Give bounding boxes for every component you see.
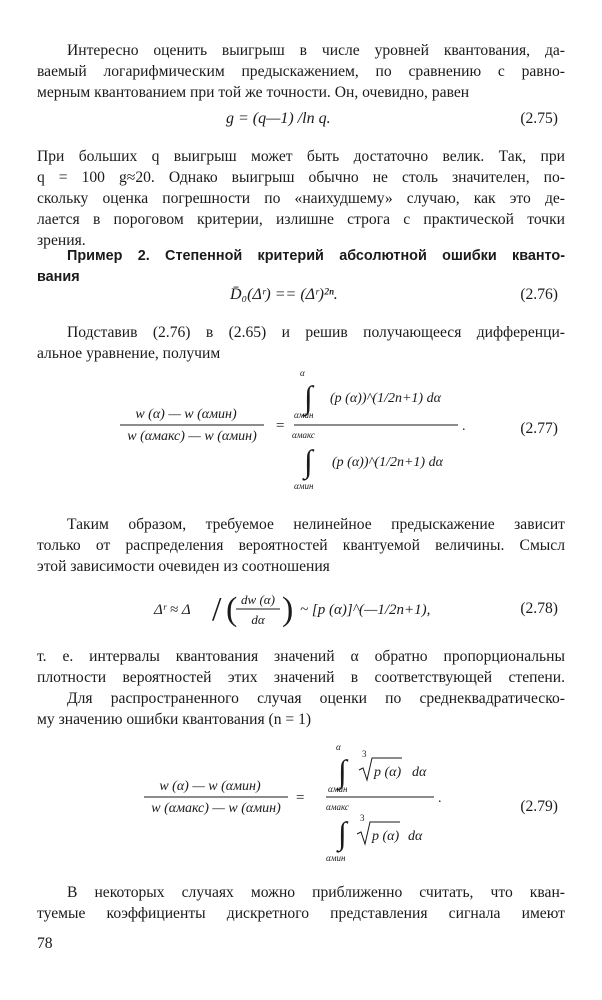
integral-sign-icon: ∫ — [338, 753, 347, 789]
text-line: Подставив (2.76) в (2.65) и решив получающееся дифференци- — [67, 324, 565, 341]
text-line: При больших q выигрыш может быть достаточно велик. Так, при — [37, 148, 565, 165]
upper-limit-numerator: α — [300, 368, 305, 378]
slash-icon: / — [212, 591, 222, 628]
equation-number-2-77: (2.77) — [520, 420, 558, 437]
lower-limit-denominator: αмин — [294, 481, 314, 491]
rhs-tail-denominator: dα — [408, 829, 423, 844]
paragraph-1 — [37, 40, 565, 103]
lhs-numerator: w (α) — w (αмин) — [159, 779, 261, 794]
equation-2-77 — [118, 368, 478, 498]
rhs-tail-numerator: dα — [412, 765, 427, 780]
text-line: зрения. — [37, 232, 86, 249]
lower-limit-numerator: αмин — [294, 410, 314, 420]
text-line: Для распространенного случая оценки по среднеквадратическо- — [67, 690, 565, 707]
text-line: т. е. интервалы квантования значений α обратно пропорциональны — [37, 648, 565, 665]
text-line: q = 100 g≈20. Однако выигрыш обычно не столь значителен, по- — [37, 169, 565, 186]
lhs-denominator: w (αмакс) — w (αмин) — [127, 429, 257, 444]
equation-2-76: D̄₀(Δʳ) == (Δʳ)²ⁿ. — [230, 286, 338, 303]
period: . — [462, 419, 466, 434]
text-line: Пример 2. Степенной критерий абсолютной ошибки кванто- — [67, 248, 565, 264]
equation-2-75: g = (q—1) /ln q. — [226, 110, 331, 127]
page-number: 78 — [37, 935, 53, 952]
paragraph-2 — [37, 146, 565, 251]
paragraph-7 — [37, 882, 565, 924]
paragraph-4 — [37, 514, 565, 577]
lhs-numerator: w (α) — w (αмин) — [135, 407, 237, 422]
equals-sign: = — [276, 418, 285, 434]
equation-2-78-graphic — [150, 584, 470, 634]
text-line: В некоторых случаях можно приближенно считать, что кван- — [67, 884, 565, 901]
text-line: Интересно оценить выигрыш в числе уровней квантования, да- — [67, 42, 565, 59]
eq-2-78-rhs: ~ [p (α)]^(—1/2n+1), — [300, 602, 431, 618]
text-line: этой зависимости очевиден из соотношения — [37, 558, 330, 575]
eq-2-78-frac-num: dw (α) — [241, 592, 275, 607]
integral-sign-icon: ∫ — [304, 379, 313, 415]
text-line: Таким образом, требуемое нелинейное предыскажение зависит — [67, 516, 565, 533]
equation-number-2-76: (2.76) — [520, 286, 558, 303]
rhs-radicand-denominator: p (α) — [372, 829, 400, 844]
equation-number-2-78: (2.78) — [520, 600, 558, 617]
upper-limit-numerator: α — [336, 742, 341, 752]
text-line: му значению ошибки квантования (n = 1) — [37, 711, 312, 728]
rhs-radicand-numerator: p (α) — [374, 765, 402, 780]
equation-2-79 — [140, 740, 480, 870]
right-paren-icon: ) — [282, 591, 294, 628]
paragraph-6 — [37, 688, 565, 730]
period: . — [438, 791, 442, 806]
rhs-numerator: (p (α))^(1/2n+1) dα — [330, 391, 441, 406]
upper-limit-denominator: αмакс — [292, 430, 315, 440]
equals-sign: = — [296, 790, 305, 806]
equation-2-79-graphic — [140, 740, 480, 870]
text-line: только от распределения вероятностей квантуемой величины. Смысл — [37, 537, 565, 554]
eq-2-78-frac-den: dα — [251, 612, 265, 627]
example-heading — [37, 246, 565, 288]
equation-2-78 — [150, 584, 470, 634]
text-line: скольку оценка погрешности по «наихудшему» случаю, как это де- — [37, 190, 565, 207]
lower-limit-numerator: αмин — [328, 784, 348, 794]
upper-limit-denominator: αмакс — [326, 802, 349, 812]
text-line: туемые коэффициенты дискретного представления сигнала имеют — [37, 905, 565, 922]
equation-number-2-79: (2.79) — [520, 798, 558, 815]
integral-sign-icon: ∫ — [338, 815, 347, 851]
paragraph-3 — [37, 322, 565, 364]
text-line: ваемый логарифмическим предыскажением, по сравнению с равно- — [37, 63, 565, 80]
text-line: альное уравнение, получим — [37, 345, 221, 362]
root-index-numerator: 3 — [362, 749, 367, 759]
text-line: лается в пороговом критерии, излишне строга с практической точки — [37, 211, 565, 228]
lower-limit-denominator: αмин — [326, 853, 346, 863]
lhs-denominator: w (αмакс) — w (αмин) — [151, 801, 281, 816]
paragraph-5 — [37, 646, 565, 688]
integral-sign-icon: ∫ — [304, 443, 313, 479]
text-line: мерным квантованием при той же точности. Он, очевидно, равен — [37, 84, 470, 101]
text-line: вания — [37, 269, 80, 285]
equation-2-77-graphic — [118, 368, 478, 498]
root-index-denominator: 3 — [360, 813, 365, 823]
equation-number-2-75: (2.75) — [520, 110, 558, 127]
text-line: плотности вероятностей этих значений в соответствующей степени. — [37, 669, 565, 686]
left-paren-icon: ( — [226, 591, 238, 628]
eq-2-78-lhs: Δʳ ≈ Δ — [154, 602, 191, 618]
rhs-denominator: (p (α))^(1/2n+1) dα — [332, 455, 443, 470]
